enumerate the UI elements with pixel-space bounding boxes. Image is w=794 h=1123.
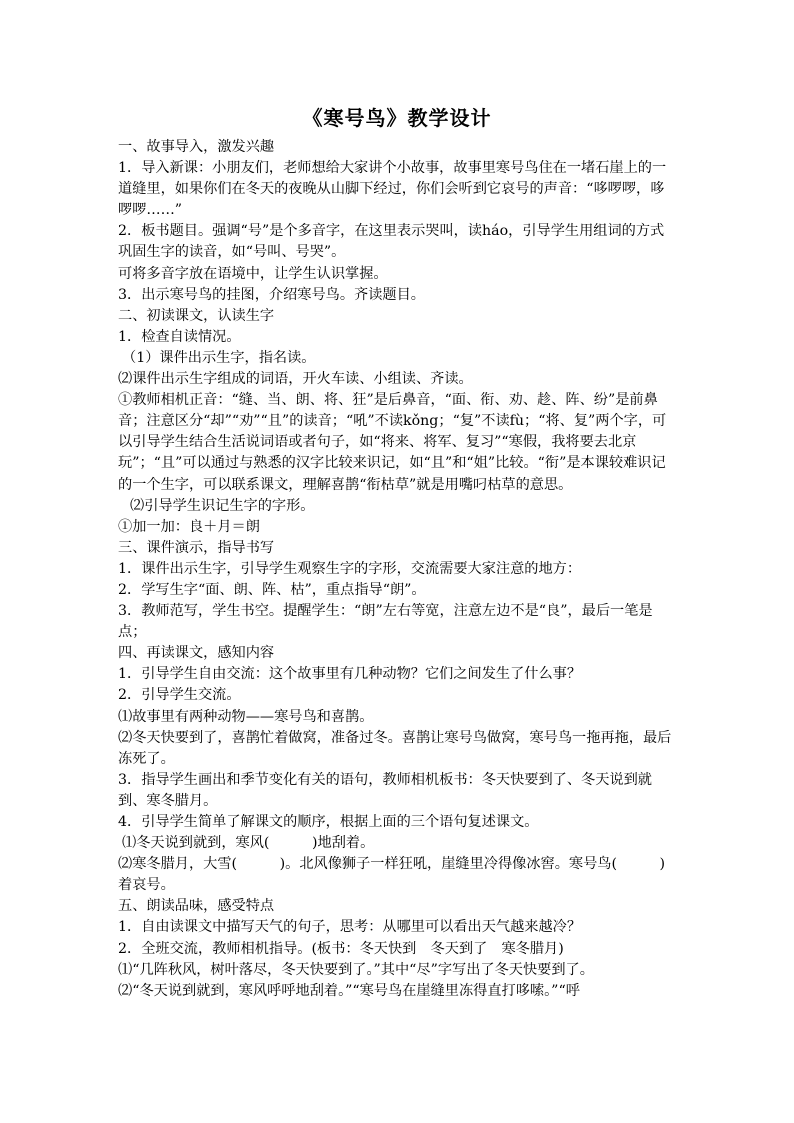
section-heading-1: 一、故事导入，激发兴趣 (118, 139, 275, 155)
paragraph-3-3: 3．教师范写，学生书空。提醒学生：“朗”左右等宽，注意左边不是“良”，最后一笔是点； (118, 603, 653, 641)
paragraph-4-4: 4．引导学生简单了解课文的顺序，根据上面的三个语句复述课文。 (118, 814, 539, 830)
paragraph-1-2-note: 可将多音字放在语境中，让学生认识掌握。 (118, 265, 388, 282)
paragraph-1-2: 2．板书题目。强调“号”是个多音字，在这里表示哭叫，读háo，引导学生用组词的方式巩固生字的读音，如“号叫、号哭”。 (118, 223, 665, 261)
paragraph-3-2: 2．学写生字“面、朗、阵、枯”，重点指导“朗”。 (118, 581, 426, 598)
section-heading-2: 二、初读课文，认读生字 (118, 307, 275, 324)
paragraph-2-1-1: （1）课件出示生字，指名读。 (122, 349, 316, 366)
paragraph-4-2-2: ⑵冬天快要到了，喜鹊忙着做窝，准备过冬。喜鹊让寒号鸟做窝，寒号鸟一拖再拖，最后冻死了。 (118, 729, 672, 767)
paragraph-2-2: ⑵引导学生识记生字的字形。 (130, 497, 315, 514)
paragraph-5-1: 1．自由读课文中描写天气的句子，思考：从哪里可以看出天气越来越冷？ (118, 919, 582, 936)
paragraph-2-1-3: ①教师相机正音：“缝、当、朗、将、狂”是后鼻音，“面、衔、劝、趁、阵、纷”是前鼻音；注意区分“却”“劝”“且”的读音；“吼”不读kǒng；“复”不读fù；“将、复”两个字，可以引导学生结合生活说词语或者句子，如“将来、将军、复习”“寒假，我将要去北京玩”；“且”可以通过与熟悉的汉字比较来识记，如“且”和“姐”比较。“衔”是本课较难识记的一个生字，可以联系课文，理解喜鹊“衔枯草”就是用嘴叼枯草的意思。 (118, 392, 667, 493)
paragraph-5-2-2: ⑵“冬天说到就到，寒风呼呼地刮着。”“寒号鸟在崖缝里冻得直打哆嗦。”“呼 (118, 982, 580, 999)
paragraph-3-1: 1．课件出示生字，引导学生观察生字的字形，交流需要大家注意的地方： (118, 560, 582, 577)
paragraph-4-3: 3．指导学生画出和季节变化有关的语句，教师相机板书：冬天快要到了、冬天说到就到、寒冬腊月。 (118, 771, 652, 809)
section-heading-5: 五、朗读品味，感受特点 (118, 898, 275, 915)
page-title: 《寒号鸟》教学设计 (302, 106, 492, 130)
paragraph-2-1-2: ⑵课件出示生字组成的词语，开火车读、小组读、齐读。 (118, 371, 473, 388)
paragraph-4-4-1: ⑴冬天说到就到，寒风( )地刮着。 (122, 835, 375, 852)
paragraph-4-2: 2．引导学生交流。 (118, 687, 241, 704)
document-page (118, 103, 676, 1002)
section-heading-3: 三、课件演示，指导书写 (118, 539, 275, 556)
paragraph-1-1: 1．导入新课：小朋友们，老师想给大家讲个小故事，故事里寒号鸟住在一堵石崖上的一道缝里，如果你们在冬天的夜晚从山脚下经过，你们会听到它哀号的声音：“哆啰啰，哆啰啰……” (118, 160, 667, 219)
paragraph-4-4-2: ⑵寒冬腊月，大雪( )。北风像狮子一样狂吼，崖缝里冷得像冰窖。寒号鸟( )着哀号。 (118, 856, 666, 894)
paragraph-4-2-1: ⑴故事里有两种动物——寒号鸟和喜鹊。 (118, 708, 374, 725)
paragraph-4-1: 1．引导学生自由交流：这个故事里有几种动物？它们之间发生了什么事？ (118, 666, 582, 683)
section-heading-4: 四、再读课文，感知内容 (118, 645, 275, 662)
paragraph-1-3: 3．出示寒号鸟的挂图，介绍寒号鸟。齐读题目。 (118, 286, 425, 303)
paragraph-2-1: 1．检查自读情况。 (118, 328, 241, 345)
paragraph-5-2: 2．全班交流，教师相机指导。(板书：冬天快到 冬天到了 寒冬腊月) (118, 940, 564, 957)
paragraph-2-2-1: ①加一加：良＋月＝朗 (118, 518, 260, 535)
paragraph-5-2-1: ⑴“几阵秋风，树叶落尽，冬天快要到了。”其中“尽”字写出了冬天快要到了。 (118, 961, 594, 978)
